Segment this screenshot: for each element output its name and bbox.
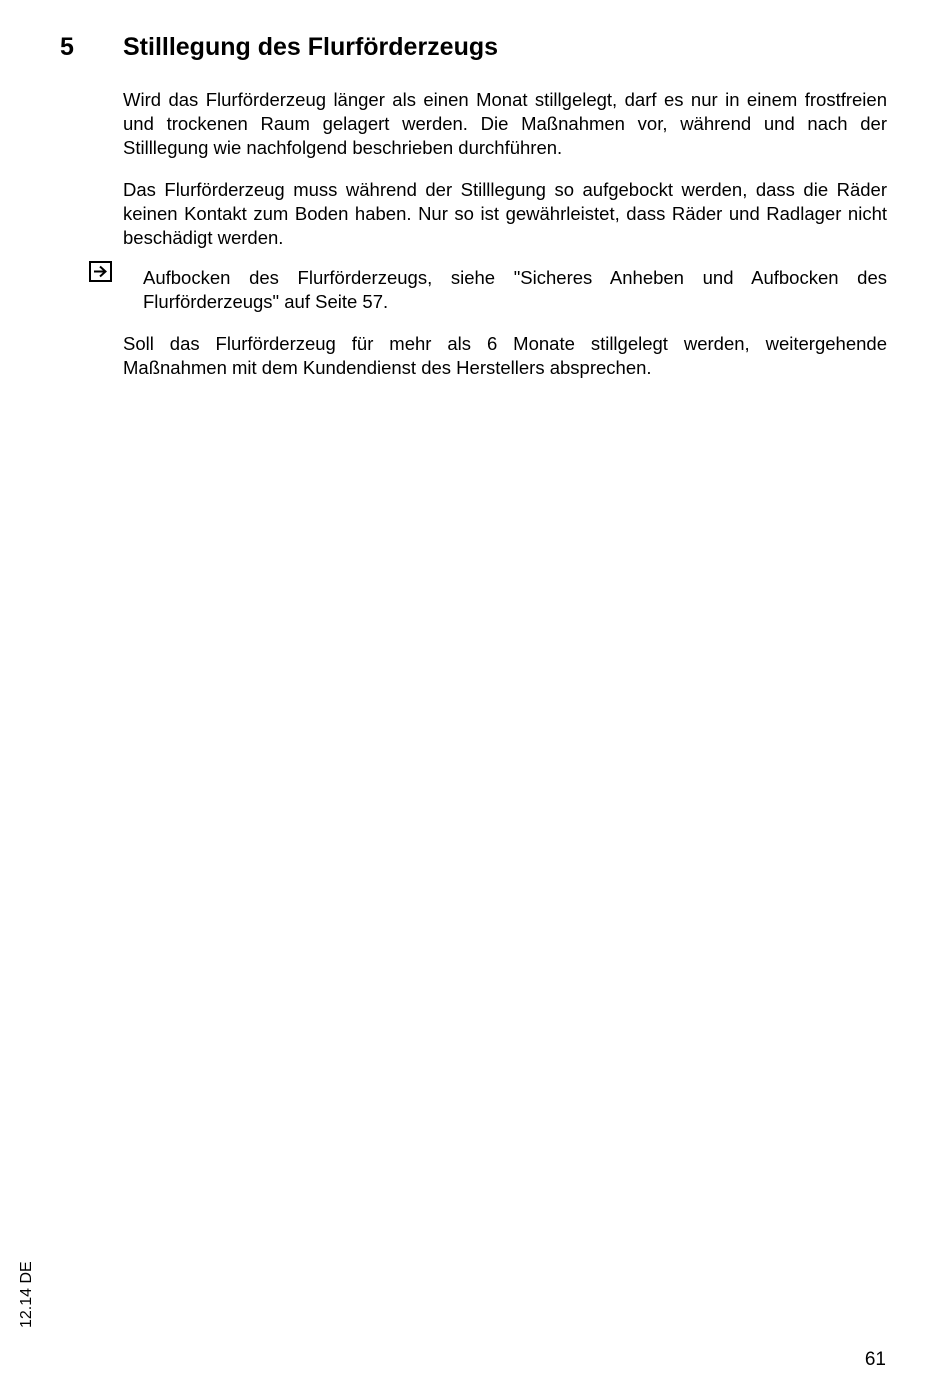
cross-reference-text: Aufbocken des Flurförderzeugs, siehe "Sicheres Anheben und Aufbocken des Flurförderzeugs" auf Seite 57. [143,267,887,312]
section-title: Stilllegung des Flurförderzeugs [123,33,499,61]
edition-label: 12.14 DE [18,1261,35,1328]
section-number: 5 [60,33,74,61]
page-number: 61 [864,1349,886,1370]
paragraph-jacking: Das Flurförderzeug muss während der Stilllegung so aufgebockt werden, dass die Räder keinen Kontakt zum Boden haben. Nur so ist gewährleistet, dass Räder und Radlager nicht beschädigt werden. [123,179,887,248]
paragraph-storage: Wird das Flurförderzeug länger als einen Monat stillgelegt, darf es nur in einem frostfreien und trockenen Raum gelagert werden. Die Maßnahmen vor, während und nach der Stilllegung wie nachfolgend beschrieben durchführen. [123,89,887,158]
paragraph-long-term: Soll das Flurförderzeug für mehr als 6 Monate stillgelegt werden, weitergehende Maßnahmen mit dem Kundendienst des Herstellers absprechen. [123,333,887,378]
arrow-right-box-icon [89,261,112,282]
